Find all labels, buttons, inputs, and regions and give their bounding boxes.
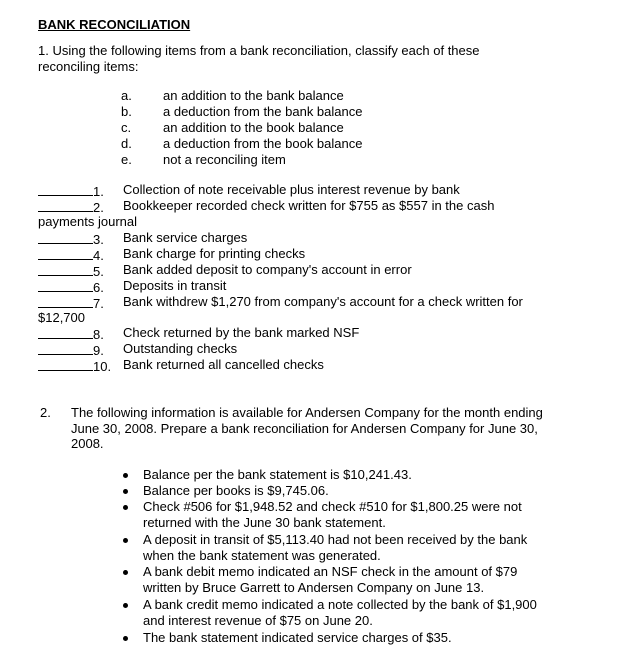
bullet-icon: [123, 636, 128, 641]
bullet-icon: [123, 603, 128, 608]
q1-intro-line1: 1. Using the following items from a bank reconciliation, classify each of these: [38, 43, 480, 58]
item-text: Collection of note receivable plus interest revenue by bank: [123, 182, 460, 197]
bullet-text: Balance per books is $9,745.06.: [143, 483, 329, 498]
list-item: [38, 357, 111, 375]
item-text: Bank service charges: [123, 230, 248, 245]
item-text: Outstanding checks: [123, 341, 238, 356]
q2-intro-line3: 2008.: [71, 436, 104, 451]
item-text: Bookkeeper recorded check written for $755 as $557 in the cash: [123, 198, 495, 213]
bullet-icon: [123, 570, 128, 575]
option-text: an addition to the bank balance: [163, 88, 344, 103]
bullet-text: written by Bruce Garrett to Andersen Company on June 13.: [143, 580, 485, 595]
item-number: 8.: [93, 327, 104, 342]
bullet-icon: [123, 489, 128, 494]
q2-number: 2.: [40, 405, 51, 420]
page-title: BANK RECONCILIATION: [38, 17, 191, 32]
option-letter: c.: [121, 120, 132, 135]
item-number: 5.: [93, 264, 104, 279]
bullet-icon: [123, 473, 128, 478]
bullet-text: The bank statement indicated service charges of $35.: [143, 630, 452, 645]
item-number: 3.: [93, 232, 104, 247]
answer-blank[interactable]: [38, 262, 93, 276]
item-number: 9.: [93, 343, 104, 358]
bullet-icon: [123, 505, 128, 510]
answer-blank[interactable]: [38, 341, 93, 355]
option-letter: a.: [121, 88, 132, 103]
bullet-icon: [123, 538, 128, 543]
item-text: Bank returned all cancelled checks: [123, 357, 324, 372]
bullet-text: Balance per the bank statement is $10,241.43.: [143, 467, 412, 482]
item-number: 1.: [93, 184, 104, 199]
item-number: 7.: [93, 296, 104, 311]
option-letter: b.: [121, 104, 132, 119]
bullet-text: A bank debit memo indicated an NSF check in the amount of $79: [143, 564, 518, 579]
bullet-text: when the bank statement was generated.: [143, 548, 381, 563]
answer-blank[interactable]: [38, 230, 93, 244]
answer-blank[interactable]: [38, 246, 93, 260]
option-text: a deduction from the bank balance: [163, 104, 363, 119]
q2-intro-line2: June 30, 2008. Prepare a bank reconciliation for Andersen Company for June 30,: [71, 421, 538, 436]
answer-blank[interactable]: [38, 294, 93, 308]
answer-blank[interactable]: [38, 357, 93, 371]
item-number: 2.: [93, 200, 104, 215]
bullet-text: returned with the June 30 bank statement.: [143, 515, 386, 530]
answer-blank[interactable]: [38, 182, 93, 196]
item-number: 4.: [93, 248, 104, 263]
item-text: Bank charge for printing checks: [123, 246, 306, 261]
option-text: not a reconciling item: [163, 152, 286, 167]
item-number: 10.: [93, 359, 112, 374]
item-text: Bank added deposit to company's account in error: [123, 262, 412, 277]
option-text: an addition to the book balance: [163, 120, 344, 135]
q1-intro-line2: reconciling items:: [38, 59, 139, 74]
option-letter: d.: [121, 136, 132, 151]
bullet-text: A bank credit memo indicated a note collected by the bank of $1,900: [143, 597, 537, 612]
option-text: a deduction from the book balance: [163, 136, 363, 151]
bullet-text: Check #506 for $1,948.52 and check #510 for $1,800.25 were not: [143, 499, 522, 514]
item-text-continuation: payments journal: [38, 214, 137, 229]
bullet-text: and interest revenue of $75 on June 20.: [143, 613, 373, 628]
answer-blank[interactable]: [38, 278, 93, 292]
item-text: Check returned by the bank marked NSF: [123, 325, 360, 340]
item-text: Bank withdrew $1,270 from company's account for a check written for: [123, 294, 523, 309]
item-text-continuation: $12,700: [38, 310, 85, 325]
item-text: Deposits in transit: [123, 278, 227, 293]
item-number: 6.: [93, 280, 104, 295]
bullet-text: A deposit in transit of $5,113.40 had not been received by the bank: [143, 532, 528, 547]
answer-blank[interactable]: [38, 198, 93, 212]
option-letter: e.: [121, 152, 132, 167]
q2-intro-line1: The following information is available for Andersen Company for the month ending: [71, 405, 543, 420]
answer-blank[interactable]: [38, 325, 93, 339]
